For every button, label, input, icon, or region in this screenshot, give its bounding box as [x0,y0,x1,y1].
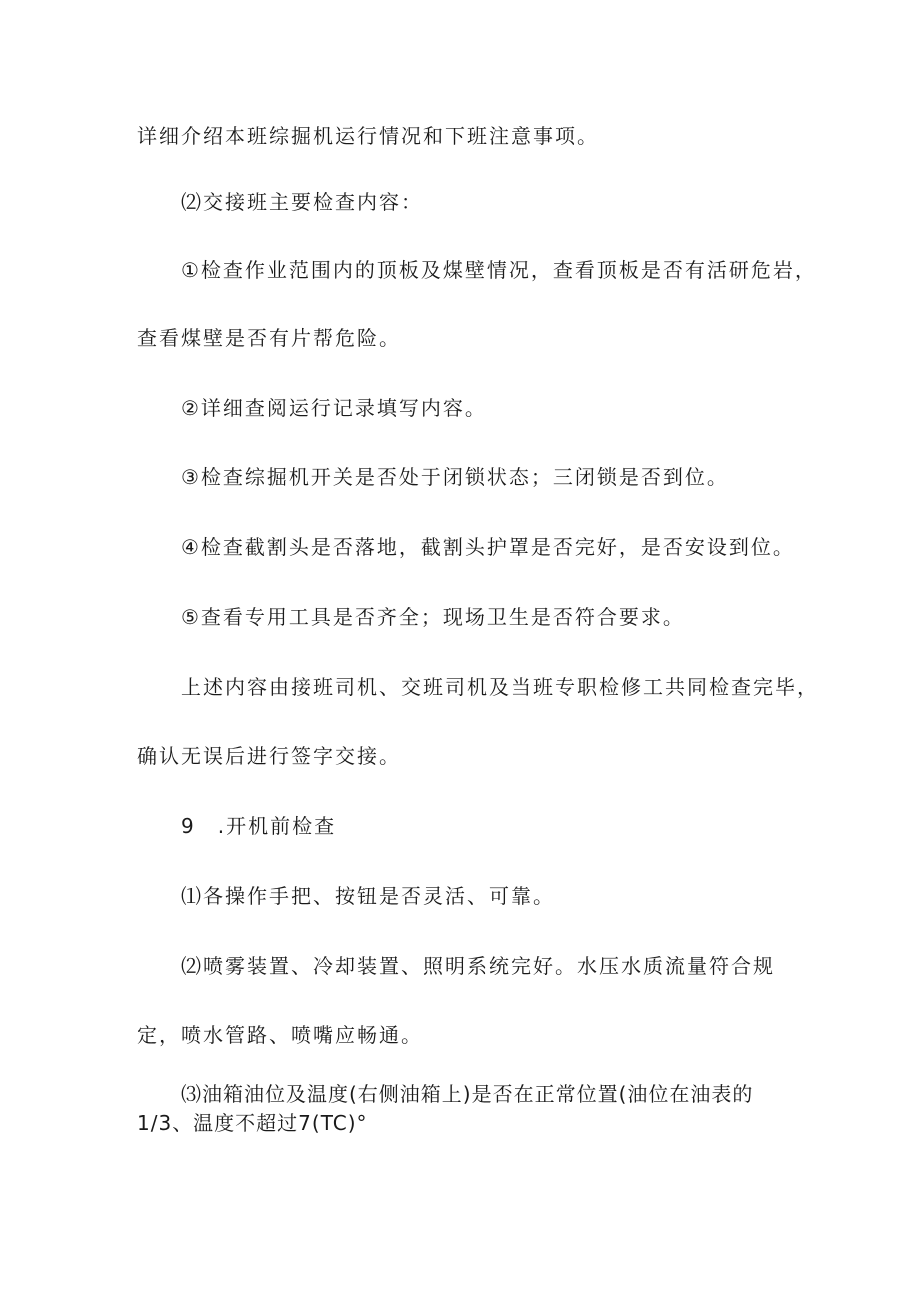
list-item-oil-tank: ⑶油箱油位及温度(右侧油箱上)是否在正常位置(油位在油表的 [181,1082,754,1106]
list-item-check-records: ②详细查阅运行记录填写内容。 [181,396,487,420]
body-text-line: 上述内容由接班司机、交班司机及当班专职检修工共同检查完毕， [181,675,819,699]
section-heading-pre-start-check: 9 .开机前检查 [181,814,337,838]
list-item-check-cutting-head: ④检查截割头是否落地，截割头护罩是否完好，是否安设到位。 [181,535,795,559]
body-text-line: 定，喷水管路、喷嘴应畅通。 [137,1023,423,1047]
body-text-line: 确认无误后进行签字交接。 [137,744,401,768]
list-item-check-switch: ③检查综掘机开关是否处于闭锁状态；三闭锁是否到位。 [181,465,729,489]
list-item-check-tools: ⑤查看专用工具是否齐全；现场卫生是否符合要求。 [181,605,685,629]
body-text-line: 1/3、温度不超过7(TC)° [137,1111,368,1135]
list-item-spray-cooling: ⑵喷雾装置、冷却装置、照明系统完好。水压水质流量符合规 [181,954,775,978]
body-text-line: 查看煤壁是否有片帮危险。 [137,326,401,350]
body-text-line: 详细介绍本班综掘机运行情况和下班注意事项。 [137,124,599,148]
list-item-controls: ⑴各操作手把、按钮是否灵活、可靠。 [181,884,555,908]
section-heading-handover-check: ⑵交接班主要检查内容： [181,190,423,214]
list-item-check-roof: ①检查作业范围内的顶板及煤壁情况，查看顶板是否有活研危岩， [181,258,817,282]
